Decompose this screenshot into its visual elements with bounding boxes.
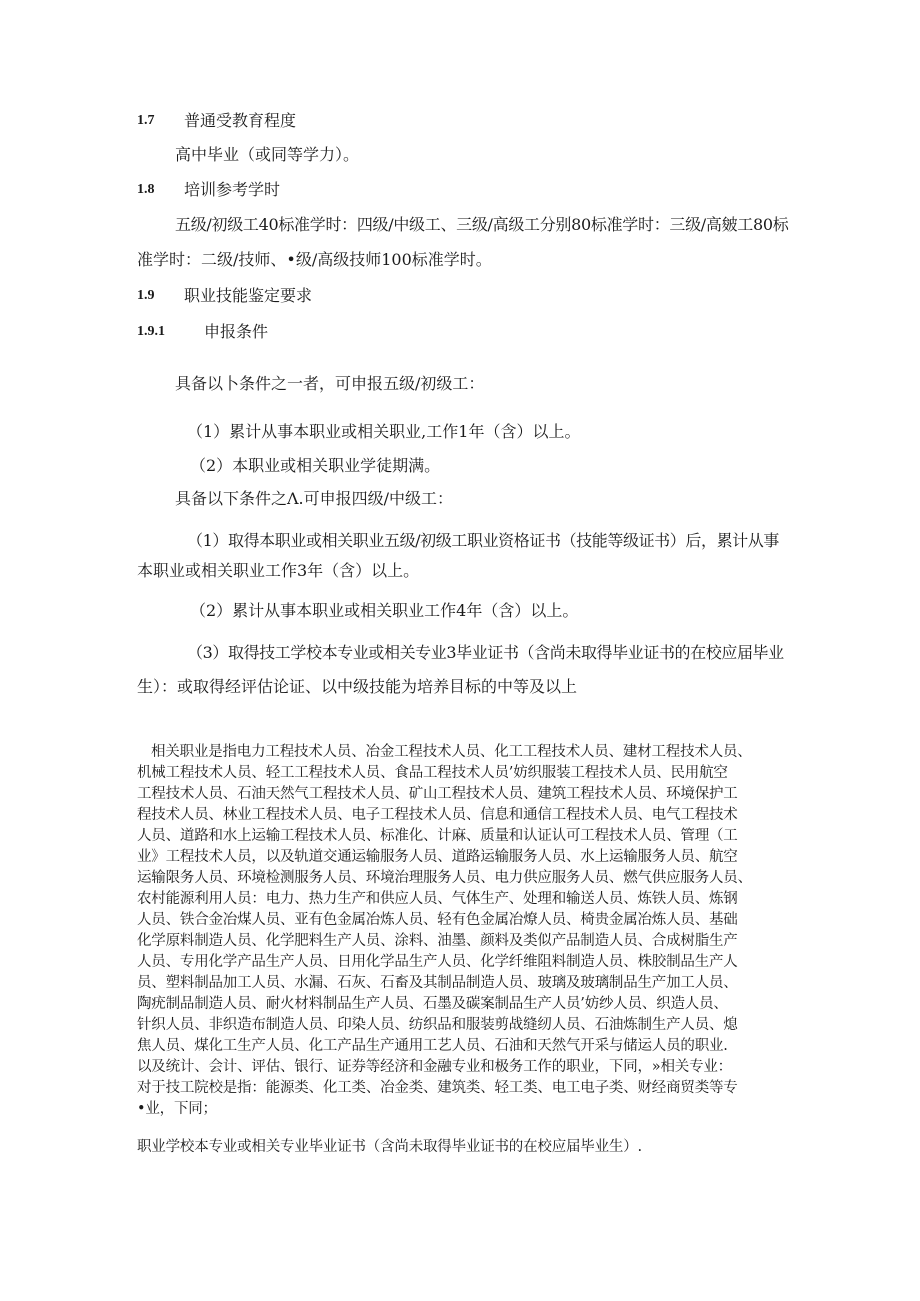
- education-level-text: 高中毕业（或同等学力）。: [175, 145, 360, 164]
- section-number-1-8: 1.8: [137, 182, 155, 197]
- footnote-line: 运输限务人员、环境检测服务人员、环境治理服务人员、电力供应服务人员、燃气供应服务人员、: [137, 870, 752, 886]
- footnote-line: 机械工程技术人员、轻工工程技术人员、食品工程技术人员’妨织服装工程技术人员、民用航空: [137, 765, 728, 781]
- section-number-1-9: 1.9: [137, 288, 155, 303]
- footnote-line: 焦人员、煤化工生产人员、化工产品生产通用工艺人员、石油和天然气开采与储运人员的职业.: [137, 1038, 728, 1054]
- section-title-1-8: 培训参考学时: [184, 180, 281, 199]
- footnote-line: 陶疣制品制造人员、耐火材料制品生产人员、石墨及碳案制品生产人员’妨纱人员、织造人员、: [137, 996, 728, 1012]
- level5-item-1: （1）累计从事本职业或相关职业,工作1年（含）以上。: [187, 422, 581, 441]
- level5-intro: 具备以卜条件之一者，可申报五级/初级工：: [175, 374, 485, 393]
- level4-item-1-line-2: 本职业或相关职业工作3年（含）以上。: [137, 561, 420, 580]
- level4-item-3-line-2: 生）：或取得经评估论证、以中级技能为培养目标的中等及以上: [137, 677, 578, 696]
- footnote-line: 化学原料制造人员、化学肥料生产人员、涂料、油墨、颜料及类似产品制造人员、合成树脂生产: [137, 933, 738, 949]
- footnote-line: 人员、道路和水上运输工程技术人员、标准化、计麻、质量和认证认可工程技术人员、管理（工: [137, 828, 738, 844]
- footnote-line: 业》工程技术人员，以及轨道交通运输服务人员、道路运输服务人员、水上运输服务人员、航空: [137, 849, 738, 865]
- level4-item-3-line-1: （3）取得技工学校本专业或相关专业3毕业证书（含尚未取得毕业证书的在校应届毕业: [187, 643, 784, 662]
- footnote-line: 人员、专用化学产品生产人员、日用化学品生产人员、化学纤维阻料制造人员、株胶制品生产人: [137, 954, 738, 970]
- footnote-line: 人员、铁合金冶煤人员、亚有色金属冶炼人员、轻有色金属冶燎人员、椅贵金属冶炼人员、基础: [137, 912, 738, 928]
- footnote-line: 针织人员、非织造布制造人员、印染人员、纺织品和服装剪战缝纫人员、石油炼制生产人员、熄: [137, 1017, 738, 1033]
- level5-item-2: （2）本职业或相关职业学徒期满。: [190, 456, 441, 475]
- section-title-1-7: 普通受教育程度: [184, 111, 297, 130]
- footnote-last-line: 职业学校本专业或相关专业毕业证书（含尚未取得毕业证书的在校应届毕业生）.: [137, 1139, 642, 1155]
- footnote-line: 程技术人员、林业工程技术人员、电子工程技术人员、信息和通信工程技术人员、电气工程技术: [137, 807, 738, 823]
- footnote-line: 工程技术人员、石油天然气工程技术人员、矿山工程技术人员、建筑工程技术人员、环境保护工: [137, 786, 738, 802]
- training-hours-line-1: 五级/初级工40标准学时：四级/中级工、三级/高级工分别80标准学时：三级/高皴工80标: [175, 215, 789, 234]
- footnote-line: 员、塑料制品加工人员、水漏、石灰、石畜及其制品制造人员、玻璃及玻璃制品生产加工人员、: [137, 975, 738, 991]
- section-number-1-7: 1.7: [137, 113, 155, 128]
- level4-item-2: （2）累计从事本职业或相关职业工作4年（含）以上。: [190, 601, 579, 620]
- footnote-line: 以及统计、会计、评估、银行、证券等经济和金融专业和极务工作的职业，下同，»相关专业：: [137, 1059, 732, 1075]
- footnote-line: 对于技工院校是指：能源类、化工类、冶金类、建筑类、轻工类、电工电子类、财经商贸类等专: [137, 1080, 738, 1096]
- training-hours-line-2: 准学时：二级/技师、•级/高级技师100标准学时。: [137, 250, 492, 269]
- section-number-1-9-1: 1.9.1: [137, 324, 165, 339]
- footnote-line: 相关职业是指电力工程技术人员、冶金工程技术人员、化工工程技术人员、建材工程技术人员、: [151, 744, 752, 760]
- section-title-1-9: 职业技能鉴定要求: [184, 286, 313, 305]
- footnote-line: •业，下同；: [137, 1101, 217, 1117]
- level4-intro: 具备以下条件之Λ.可申报四级/中级工：: [175, 489, 454, 508]
- section-title-1-9-1: 申报条件: [204, 322, 269, 341]
- footnote-line: 农村能源利用人员：电力、热力生产和供应人员、气体生产、处理和输送人员、炼铁人员、炼钢: [137, 891, 738, 907]
- level4-item-1-line-1: （1）取得本职业或相关职业五级/初级工职业资格证书（技能等级证书）后，累计从事: [187, 531, 779, 550]
